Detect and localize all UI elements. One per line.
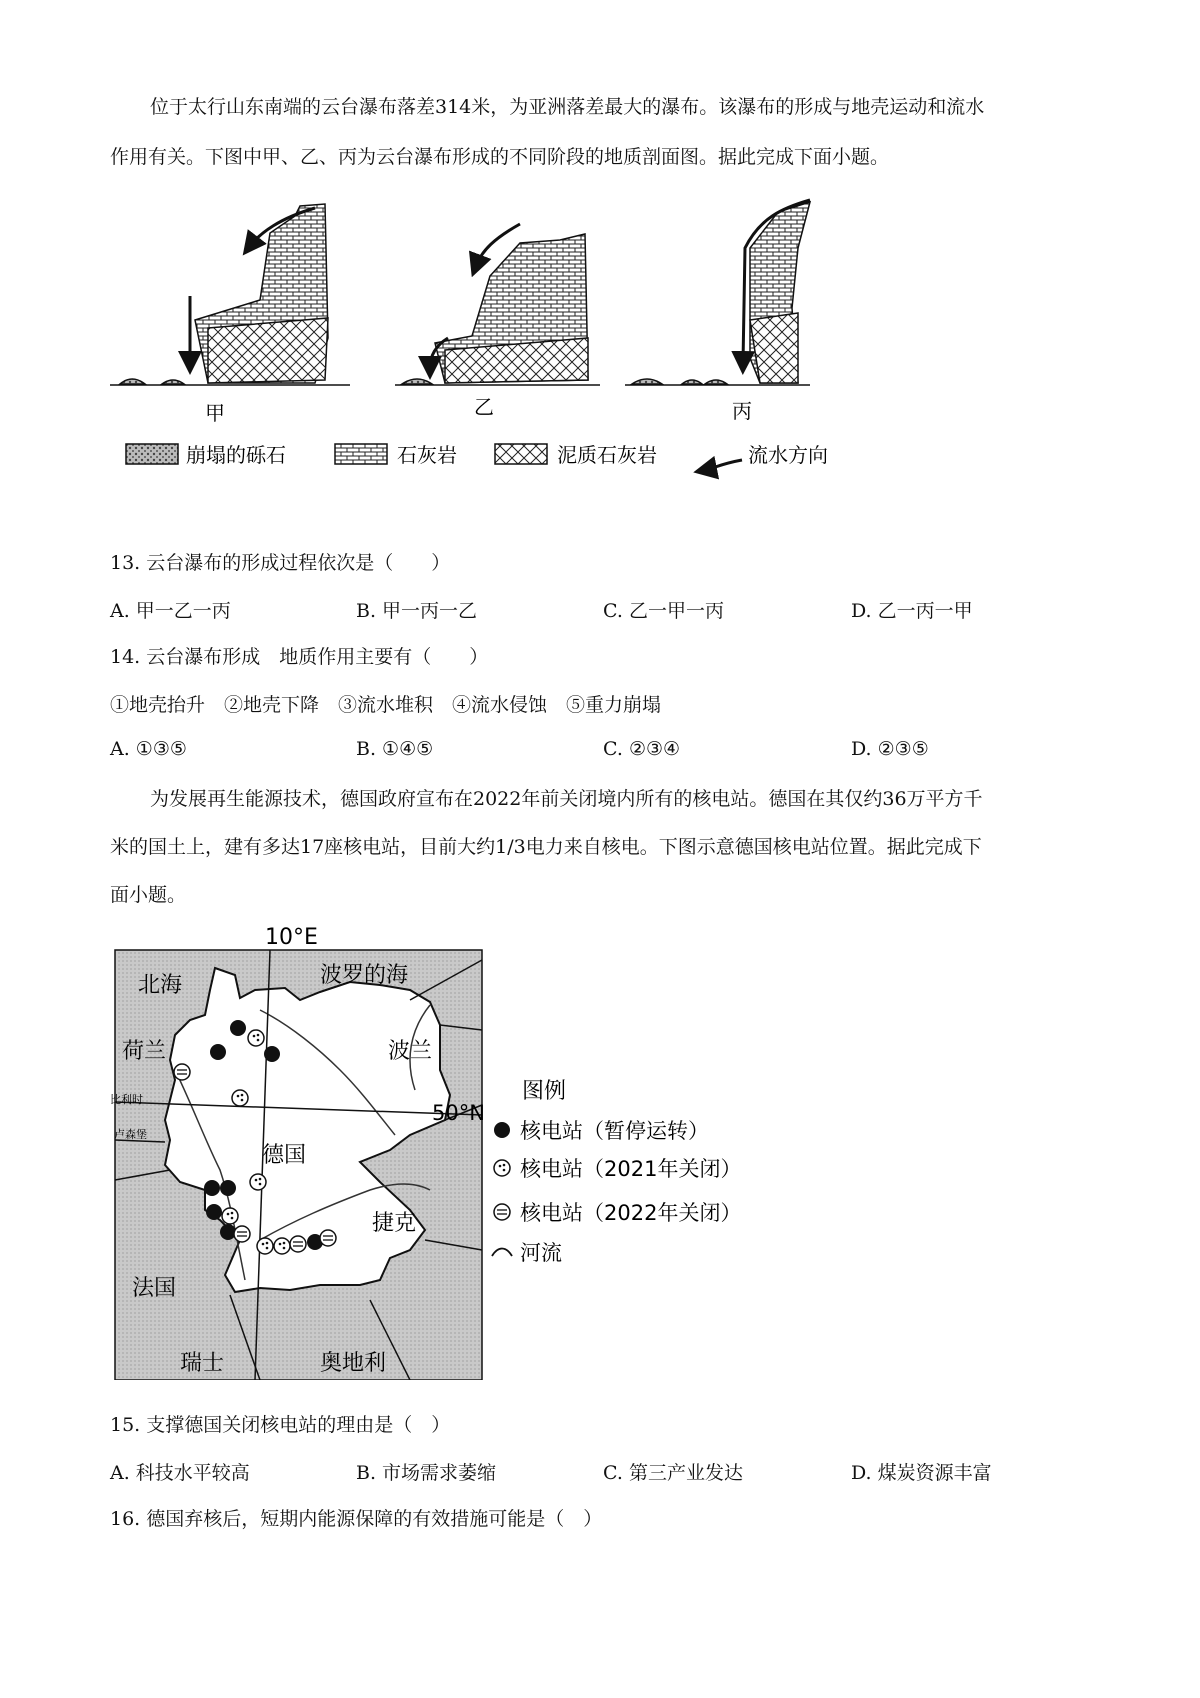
legend-river: 河流 [520, 1241, 562, 1265]
legend-limestone: 石灰岩 [397, 443, 457, 467]
station-suspended [210, 1044, 226, 1060]
map-legend [492, 1079, 741, 1265]
station-closed-2022 [320, 1230, 336, 1246]
label-luxembourg: 卢森堡 [114, 1128, 147, 1141]
q13-option-c[interactable]: C. 乙一甲一丙 [603, 600, 724, 622]
station-closed-2021 [248, 1030, 264, 1046]
legend-marly-limestone: 泥质石灰岩 [557, 443, 657, 467]
q15-option-d[interactable]: D. 煤炭资源丰富 [851, 1462, 992, 1484]
station-closed-2022 [290, 1236, 306, 1252]
legend-suspended-icon [494, 1122, 510, 1138]
q13-option-d[interactable]: D. 乙一丙一甲 [851, 600, 973, 622]
station-closed-2021 [274, 1238, 290, 1254]
legend-suspended: 核电站（暂停运转） [520, 1119, 709, 1143]
label-france: 法国 [132, 1276, 177, 1301]
passage-1 [110, 84, 1100, 130]
q14-option-b[interactable]: B. ①④⑤ [356, 738, 434, 760]
germany-nuclear-map [110, 920, 830, 1380]
passage-1-line-1: 位于太行山东南端的云台瀑布落差314米，为亚洲落差最大的瀑布。该瀑布的形成与地壳运动和流水 [150, 96, 985, 118]
legend-closed-2021: 核电站（2021年关闭） [520, 1157, 742, 1181]
meridian-label: 10°E [265, 925, 318, 950]
q14-option-c[interactable]: C. ②③④ [603, 738, 681, 760]
q13-option-b[interactable]: B. 甲一丙一乙 [356, 600, 478, 622]
station-suspended [220, 1180, 236, 1196]
q15-option-b[interactable]: B. 市场需求萎缩 [356, 1462, 497, 1484]
legend-closed-2022: 核电站（2022年关闭） [520, 1201, 742, 1225]
figure1-legend [126, 443, 828, 470]
station-suspended [206, 1204, 222, 1220]
profile-bing [625, 200, 810, 423]
label-netherlands: 荷兰 [122, 1039, 167, 1064]
station-closed-2021 [250, 1174, 266, 1190]
station-suspended [230, 1020, 246, 1036]
legend-closed-2021-icon [494, 1160, 510, 1176]
passage-1-line-2: 作用有关。下图中甲、乙、丙为云台瀑布形成的不同阶段的地质剖面图。据此完成下面小题。 [110, 146, 890, 168]
q15-stem: 15. 支撑德国关闭核电站的理由是（ ） [110, 1414, 451, 1436]
profile-yi-label: 乙 [474, 395, 494, 419]
q14-option-a[interactable]: A. ①③⑤ [110, 738, 187, 760]
station-closed-2021 [222, 1208, 238, 1224]
label-poland: 波兰 [388, 1039, 433, 1064]
label-switzerland: 瑞士 [180, 1351, 225, 1376]
q15-option-c[interactable]: C. 第三产业发达 [603, 1462, 743, 1484]
q16-stem: 16. 德国弃核后，短期内能源保障的有效措施可能是（ ） [110, 1508, 603, 1530]
station-suspended [204, 1180, 220, 1196]
q13-option-a[interactable]: A. 甲一乙一丙 [110, 600, 231, 622]
profile-bing-label: 丙 [732, 399, 752, 423]
profile-jia [110, 204, 350, 425]
parallel-label: 50°N [432, 1101, 485, 1125]
legend-gravel: 崩塌的砾石 [186, 443, 286, 467]
q14-option-d[interactable]: D. ②③⑤ [851, 738, 929, 760]
station-closed-2021 [232, 1090, 248, 1106]
legend-river-icon [492, 1249, 512, 1257]
q14-stem: 14. 云台瀑布形成 地质作用主要有（ ） [110, 646, 489, 668]
q13-stem: 13. 云台瀑布的形成过程依次是（ ） [110, 552, 451, 574]
station-closed-2021 [257, 1238, 273, 1254]
label-baltic: 波罗的海 [320, 963, 409, 988]
station-closed-2022 [234, 1226, 250, 1242]
label-czech: 捷克 [372, 1211, 417, 1236]
station-suspended [264, 1046, 280, 1062]
station-closed-2022 [174, 1064, 190, 1080]
passage-2-line-2: 米的国土上，建有多达17座核电站，目前大约1/3电力来自核电。下图示意德国核电站位置。据此完成下 [110, 836, 982, 858]
profile-jia-label: 甲 [205, 401, 225, 425]
profile-yi [395, 224, 600, 419]
label-austria: 奥地利 [320, 1351, 387, 1376]
q14-items: ①地壳抬升 ②地壳下降 ③流水堆积 ④流水侵蚀 ⑤重力崩塌 [110, 694, 662, 716]
legend-flow-direction: 流水方向 [748, 443, 828, 467]
label-germany: 德国 [262, 1143, 307, 1168]
passage-2-line-1: 为发展再生能源技术，德国政府宣布在2022年前关闭境内所有的核电站。德国在其仅约36万平方千 [150, 788, 983, 810]
map-legend-title: 图例 [522, 1079, 567, 1104]
label-belgium: 比利时 [110, 1093, 143, 1106]
passage-2-line-3: 面小题。 [110, 884, 187, 906]
q15-option-a[interactable]: A. 科技水平较高 [110, 1462, 250, 1484]
waterfall-profile-figure [110, 188, 900, 488]
label-north-sea: 北海 [138, 973, 183, 998]
legend-closed-2022-icon [494, 1204, 510, 1220]
